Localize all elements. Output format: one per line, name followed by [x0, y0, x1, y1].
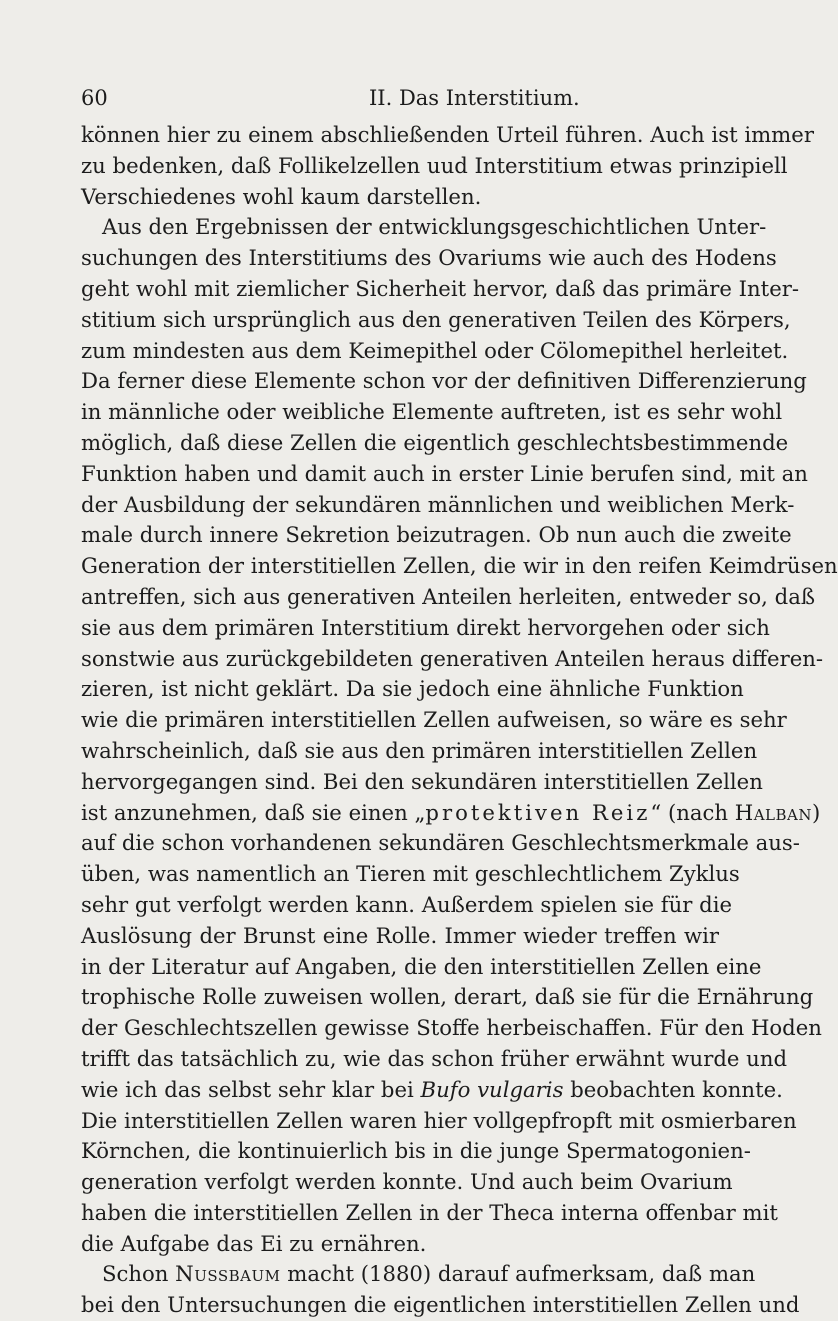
text-line	[81, 336, 789, 367]
text-segment: “ (nach	[650, 799, 735, 825]
text-segment: Verschiedenes wohl kaum darstellen.	[81, 183, 482, 209]
text-segment: Schon	[102, 1261, 176, 1287]
text-line	[81, 397, 783, 428]
text-line	[81, 366, 807, 397]
text-segment: üben, was namentlich an Tieren mit geschlechtlichem Zyklus	[81, 861, 740, 887]
text-segment: auf die schon vorhandenen sekundären Geschlechtsmerkmale aus-	[81, 830, 800, 856]
text-segment: sie aus dem primären Interstitium direkt hervorgehen oder sich	[81, 614, 770, 640]
text-line	[81, 736, 758, 767]
text-segment: antreffen, sich aus generativen Anteilen herleiten, entweder so, daß	[81, 583, 815, 609]
text-line	[81, 859, 740, 890]
text-segment: ist anzunehmen, daß sie einen „	[81, 799, 426, 825]
text-line	[81, 274, 800, 305]
emphasized-term: protektiven Reiz	[425, 799, 651, 825]
text-segment: in männliche oder weibliche Elemente auftreten, ist es sehr wohl	[81, 399, 783, 425]
text-line	[81, 1229, 719, 1260]
text-segment: sonstwie aus zurückgebildeten generativen Anteilen heraus differen-	[81, 645, 824, 671]
text-line	[81, 674, 744, 705]
text-segment: können hier zu einem abschließenden Urteil führen. Auch ist immer	[81, 122, 814, 147]
text-segment: stitium sich ursprünglich aus den generativen Teilen des Körpers,	[81, 306, 791, 332]
text-line	[81, 767, 763, 798]
text-line	[81, 1075, 783, 1106]
text-segment: trifft das tatsächlich zu, wie das schon früher erwähnt wurde und	[81, 1045, 788, 1071]
text-segment: suchungen des Interstitiums des Ovariums wie auch des Hodens	[81, 245, 777, 271]
text-segment: Auslösung der Brunst eine Rolle. Immer wieder treffen wir	[81, 922, 719, 948]
text-line	[81, 1044, 788, 1075]
text-line	[81, 1106, 797, 1137]
text-segment: sehr gut verfolgt werden kann. Außerdem spielen sie für die	[81, 891, 733, 917]
text-line	[81, 952, 762, 983]
text-segment: zu bedenken, daß Follikelzellen uud Interstitium etwas prinzipiell	[81, 152, 788, 178]
page-number: 60	[81, 86, 108, 110]
text-segment: die Aufgabe das Ei zu ernähren.	[81, 1230, 427, 1256]
text-line	[81, 644, 824, 675]
text-segment: Aus den Ergebnissen der entwicklungsgeschichtlichen Unter-	[102, 214, 767, 240]
text-line	[81, 828, 800, 859]
text-line	[81, 243, 777, 274]
text-segment: male durch innere Sekretion beizutragen. Ob nun auch die zweite	[81, 522, 792, 548]
text-line	[81, 151, 788, 182]
text-segment: zum mindesten aus dem Keimepithel oder Cölomepithel herleitet.	[81, 337, 789, 363]
text-line	[81, 120, 814, 151]
text-line	[81, 582, 815, 613]
text-segment: zieren, ist nicht geklärt. Da sie jedoch eine ähnliche Funktion	[81, 676, 744, 702]
text-line	[81, 982, 814, 1013]
text-line	[81, 182, 719, 213]
text-line	[81, 459, 808, 490]
text-segment: Generation der interstitiellen Zellen, die wir in den reifen Keimdrüsen	[81, 553, 838, 579]
text-line	[81, 1198, 778, 1229]
text-line	[81, 305, 791, 336]
text-line	[81, 613, 770, 644]
text-segment: der Geschlechtszellen gewisse Stoffe herbeischaffen. Für den Hoden	[81, 1015, 822, 1041]
text-segment: trophische Rolle zuweisen wollen, derart, daß sie für die Ernährung	[81, 984, 814, 1010]
text-line	[81, 1259, 756, 1290]
text-segment: wahrscheinlich, daß sie aus den primären interstitiellen Zellen	[81, 737, 758, 763]
text-line	[81, 428, 789, 459]
text-line	[81, 212, 767, 243]
text-segment: beobachten konnte.	[563, 1076, 783, 1102]
text-segment: Die interstitiellen Zellen waren hier vollgepfropft mit osmierbaren	[81, 1107, 797, 1133]
text-segment: generation verfolgt werden konnte. Und auch beim Ovarium	[81, 1169, 733, 1195]
text-segment: möglich, daß diese Zellen die eigentlich geschlechtsbestimmende	[81, 429, 789, 455]
author-name: Nussbaum	[175, 1261, 281, 1287]
text-line	[81, 520, 792, 551]
text-segment: Da ferner diese Elemente schon vor der definitiven Differenzierung	[81, 368, 807, 394]
text-line	[81, 551, 838, 582]
running-header	[81, 86, 740, 116]
running-head-title: II. Das Interstitium.	[369, 86, 580, 110]
text-line	[81, 1290, 800, 1321]
text-segment: geht wohl mit ziemlicher Sicherheit hervor, daß das primäre Inter-	[81, 275, 800, 301]
text-segment: haben die interstitiellen Zellen in der Theca interna offenbar mit	[81, 1199, 778, 1225]
paragraph	[81, 212, 838, 1259]
paragraph	[81, 120, 814, 212]
text-line	[81, 921, 719, 952]
text-line	[81, 1167, 733, 1198]
text-segment: hervorgegangen sind. Bei den sekundären interstitiellen Zellen	[81, 768, 763, 794]
text-segment: )	[812, 799, 821, 825]
text-line	[81, 490, 795, 521]
text-segment: bei den Untersuchungen die eigentlichen interstitiellen Zellen und	[81, 1292, 800, 1318]
text-line	[81, 798, 821, 829]
text-line	[81, 890, 733, 921]
text-segment: der Ausbildung der sekundären männlichen und weiblichen Merk-	[81, 491, 795, 517]
text-segment: wie ich das selbst sehr klar bei	[81, 1076, 421, 1102]
text-line	[81, 1136, 751, 1167]
text-line	[81, 705, 787, 736]
text-segment: Funktion haben und damit auch in erster Linie berufen sind, mit an	[81, 460, 808, 486]
text-segment: macht (1880) darauf aufmerksam, daß man	[280, 1261, 756, 1287]
text-segment: in der Literatur auf Angaben, die den interstitiellen Zellen eine	[81, 953, 762, 979]
text-segment: Körnchen, die kontinuierlich bis in die junge Spermatogonien-	[81, 1138, 751, 1164]
text-segment: wie die primären interstitiellen Zellen aufweisen, so wäre es sehr	[81, 707, 787, 733]
author-name: Halban	[734, 799, 812, 825]
text-line	[81, 1013, 822, 1044]
paragraph	[81, 1259, 800, 1321]
body-text	[81, 120, 838, 1321]
species-name: Bufo vulgaris	[420, 1076, 564, 1102]
